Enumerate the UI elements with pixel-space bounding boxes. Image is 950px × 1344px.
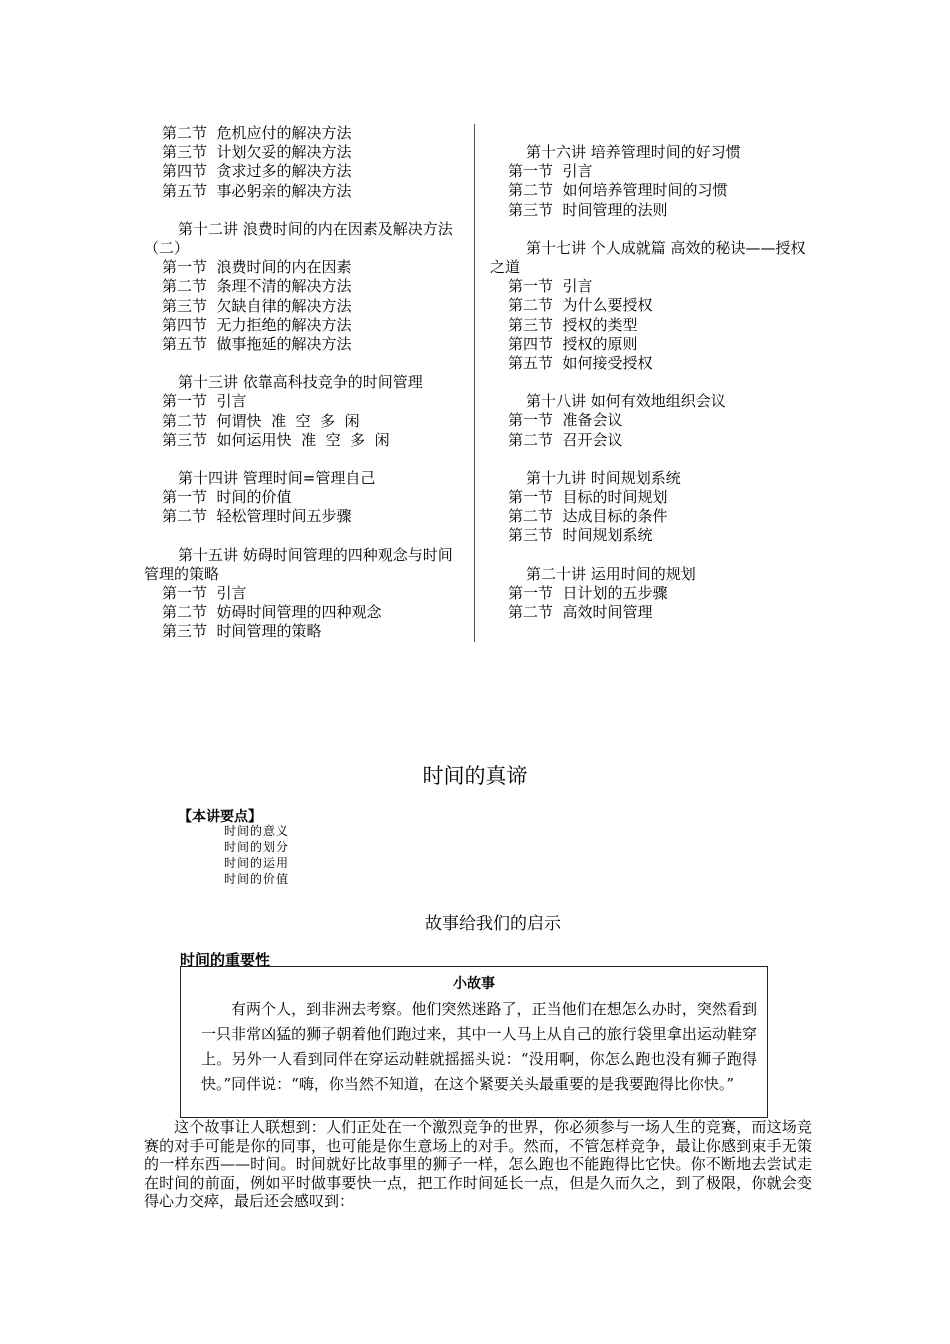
toc-section-item: 第二节 轻松管理时间五步骤 (162, 507, 352, 526)
toc-section-item: 第三节 计划欠妥的解决方法 (162, 143, 352, 162)
toc-lecture-text: 第十七讲 个人成就篇 高效的秘诀——授权之道 (490, 238, 806, 277)
keypoint-item: 时间的价值 (224, 872, 290, 886)
toc-section-item: 第一节 浪费时间的内在因素 (162, 258, 352, 277)
toc-gap (490, 124, 820, 143)
toc-section-item: 第三节 时间规划系统 (508, 526, 653, 545)
toc-gap (490, 373, 820, 392)
toc-section-item: 第二节 妨碍时间管理的四种观念 (162, 603, 382, 622)
toc-section-item: 第四节 授权的原则 (508, 334, 638, 353)
toc-lecture-heading (490, 469, 820, 488)
toc-gap (144, 354, 466, 373)
keypoint-item: 时间的意义 (224, 824, 290, 838)
toc-section-item: 第二节 条理不清的解决方法 (162, 277, 352, 296)
toc-section-item: 第二节 高效时间管理 (508, 603, 653, 622)
toc-lecture-text: 第十九讲 时间规划系统 (526, 468, 681, 487)
column-divider (474, 124, 475, 642)
keypoints-list (224, 823, 289, 887)
toc-lecture-heading (144, 469, 466, 488)
keypoints-heading: 【本讲要点】 (178, 809, 262, 825)
toc-lecture-heading (144, 373, 466, 392)
keypoint-item: 时间的划分 (224, 840, 290, 854)
toc-gap (490, 220, 820, 239)
toc-section-item: 第五节 做事拖延的解决方法 (162, 335, 352, 354)
toc-section-item: 第一节 引言 (508, 277, 593, 296)
toc-lecture-text: 第十六讲 培养管理时间的好习惯 (526, 143, 741, 161)
toc-section-item: 第三节 时间管理的策略 (162, 622, 322, 641)
story-box (180, 966, 768, 1118)
toc-lecture-text: 第十八讲 如何有效地组织会议 (526, 392, 726, 411)
toc-section-item: 第三节 欠缺自律的解决方法 (162, 296, 352, 315)
body-paragraph: 这个故事让人联想到：人们正处在一个激烈竞争的世界，你必须参与一场人生的竞赛，而这场竞赛的对手可能是你的同事，也可能是你生意场上的对手。然而，不管怎样竞争，最让你感到束手无策的一样东西——时间。时间就好比故事里的狮子一样，怎么跑也不能跑得比它快。你不断地去尝试走在时间的前面，例如平时做事要快一点，把工作时间延长一点，但是久而久之，到了极限，你就会变得心力交瘁，最后还会感叹到： (144, 1118, 812, 1211)
toc-section-item: 第五节 如何接受授权 (508, 354, 653, 373)
toc-lecture-heading (490, 565, 820, 584)
toc-lecture-text: 第十三讲 依靠高科技竞争的时间管理 (178, 373, 423, 392)
toc-section-item: 第一节 目标的时间规划 (508, 488, 668, 507)
toc-section-item: 第三节 授权的类型 (508, 315, 638, 334)
story-text: 有两个人，到非洲去考察。他们突然迷路了，正当他们在想怎么办时，突然看到一只非常凶猛的狮子朝着他们跑过来，其中一人马上从自己的旅行袋里拿出运动鞋穿上。另外一人看到同伴在穿运动鞋就摇摇头说：“没用啊，你怎么跑也没有狮子跑得快。”同伴说：“嗨，你当然不知道，在这个紧要关头最重要的是我要跑得比你快。” (201, 1000, 757, 1093)
toc-section-item: 第二节 何谓快 准 空 多 闲 (162, 411, 360, 430)
toc-gap (144, 450, 466, 469)
toc-lecture-heading (144, 546, 466, 584)
toc-left-column (144, 124, 466, 642)
toc-section-item: 第五节 事必躬亲的解决方法 (162, 181, 352, 200)
toc-section-item: 第四节 无力拒绝的解决方法 (162, 315, 352, 334)
toc-section-item: 第四节 贪求过多的解决方法 (162, 162, 352, 181)
toc-section-item: 第一节 引言 (162, 392, 247, 411)
chapter-subtitle: 故事给我们的启示 (425, 914, 561, 934)
toc-section-item: 第一节 准备会议 (508, 411, 623, 430)
toc-lecture-heading (144, 220, 466, 258)
toc-section-item: 第一节 日计划的五步骤 (508, 583, 668, 602)
toc-section-item: 第一节 引言 (508, 162, 593, 181)
toc-section-item: 第二节 如何培养管理时间的习惯 (508, 181, 728, 200)
toc-lecture-heading (490, 143, 820, 162)
toc-gap (144, 527, 466, 546)
toc-gap (490, 546, 820, 565)
story-title: 小故事 (453, 976, 495, 992)
section-heading: 时间的重要性 (180, 951, 271, 969)
toc-gap (490, 450, 820, 469)
toc-lecture-heading (490, 392, 820, 411)
toc-section-item: 第一节 时间的价值 (162, 488, 292, 507)
toc-lecture-text: 第二十讲 运用时间的规划 (526, 564, 696, 583)
keypoint-item: 时间的运用 (224, 856, 290, 870)
toc-lecture-text: 第十二讲 浪费时间的内在因素及解决方法（二） (144, 219, 453, 258)
toc-section-item: 第三节 如何运用快 准 空 多 闲 (162, 430, 390, 449)
toc-section-item: 第一节 引言 (162, 584, 247, 603)
toc-lecture-text: 第十五讲 妨碍时间管理的四种观念与时间管理的策略 (144, 545, 453, 583)
toc-section-item: 第二节 危机应付的解决方法 (162, 124, 352, 142)
toc-section-item: 第二节 达成目标的条件 (508, 507, 668, 526)
toc-right-column (490, 124, 820, 622)
toc-gap (144, 201, 466, 220)
chapter-title: 时间的真谛 (422, 764, 528, 788)
toc-section-item: 第二节 为什么要授权 (508, 296, 653, 315)
toc-section-item: 第二节 召开会议 (508, 430, 623, 449)
toc-section-item: 第三节 时间管理的法则 (508, 200, 668, 219)
toc-lecture-heading (490, 239, 820, 277)
toc-lecture-text: 第十四讲 管理时间=管理自己 (178, 469, 376, 488)
